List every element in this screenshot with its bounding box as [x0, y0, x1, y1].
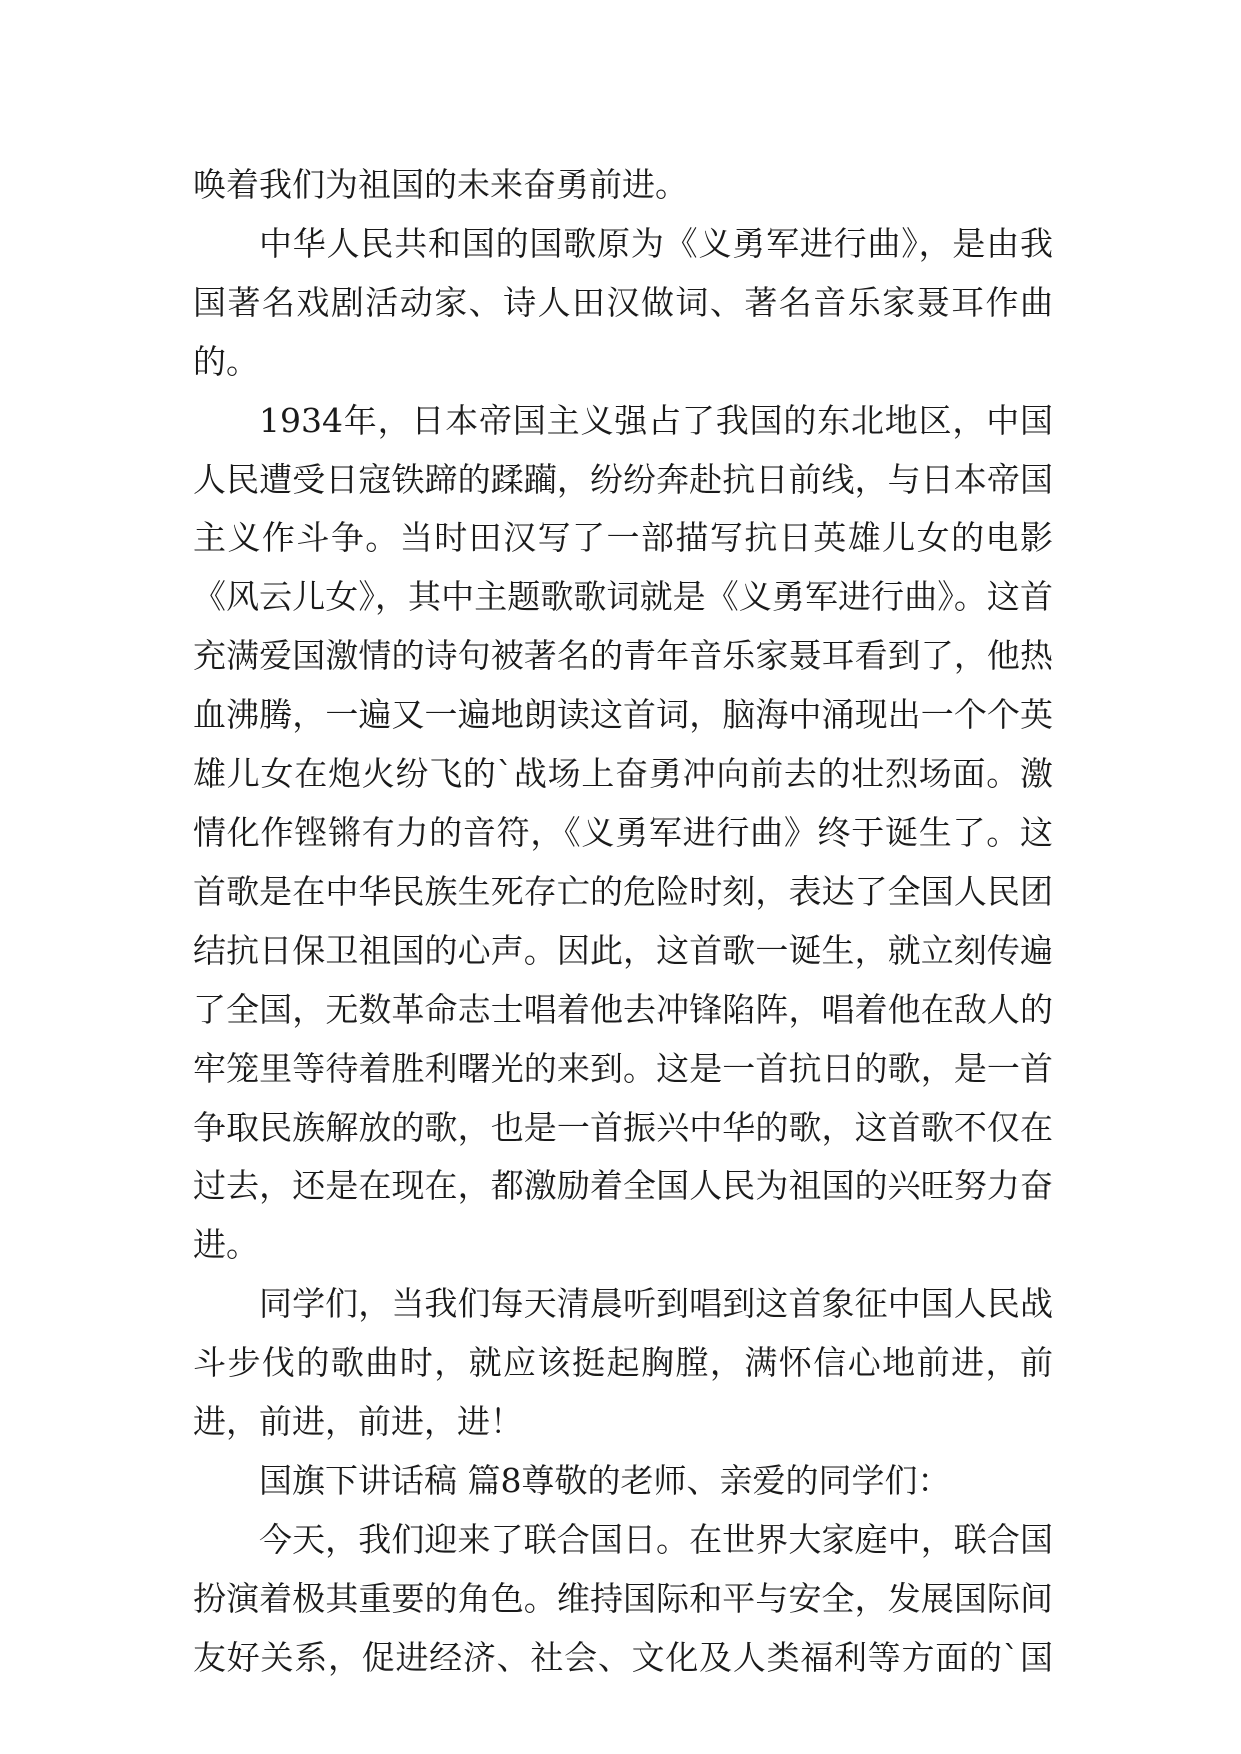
document-body: [193, 156, 1053, 1688]
paragraph-anthem-origin: 中华人民共和国的国歌原为《义勇军进行曲》，是由我国著名戏剧活动家、诗人田汉做词、著名音乐家聂耳作曲的。: [193, 223, 1053, 381]
paragraph-un-day: 今天，我们迎来了联合国日。在世界大家庭中，联合国扮演着极其重要的角色。维持国际和平与安全，发展国际间友好关系，促进经济、社会、文化及人类福利等方面的`国: [193, 1519, 1053, 1677]
paragraph-continuation: 唤着我们为祖国的未来奋勇前进。: [193, 165, 688, 204]
paragraph-anthem-history: 1934年，日本帝国主义强占了我国的东北地区，中国人民遭受日寇铁蹄的蹂躏，纷纷奔赴抗日前线，与日本帝国主义作斗争。当时田汉写了一部描写抗日英雄儿女的电影《风云儿女》，其中主题歌歌词就是《义勇军进行曲》。这首充满爱国激情的诗句被著名的青年音乐家聂耳看到了，他热血沸腾，一遍又一遍地朗读这首词，脑海中涌现出一个个英雄儿女在炮火纷飞的`战场上奋勇冲向前去的壮烈场面。激情化作铿锵有力的音符，《义勇军进行曲》终于诞生了。这首歌是在中华民族生死存亡的危险时刻，表达了全国人民团结抗日保卫祖国的心声。因此，这首歌一诞生，就立刻传遍了全国，无数革命志士唱着他去冲锋陷阵，唱着他在敌人的牢笼里等待着胜利曙光的来到。这是一首抗日的歌，是一首争取民族解放的歌，也是一首振兴中华的歌，这首歌不仅在过去，还是在现在，都激励着全国人民为祖国的兴旺努力奋进。: [193, 400, 1053, 1265]
paragraph-speech-heading: 国旗下讲话稿 篇8尊敬的老师、亲爱的同学们：: [259, 1460, 951, 1500]
paragraph-call-to-action: 同学们，当我们每天清晨听到唱到这首象征中国人民战斗步伐的歌曲时，就应该挺起胸膛，满怀信心地前进，前进，前进，前进，进！: [193, 1284, 1053, 1442]
